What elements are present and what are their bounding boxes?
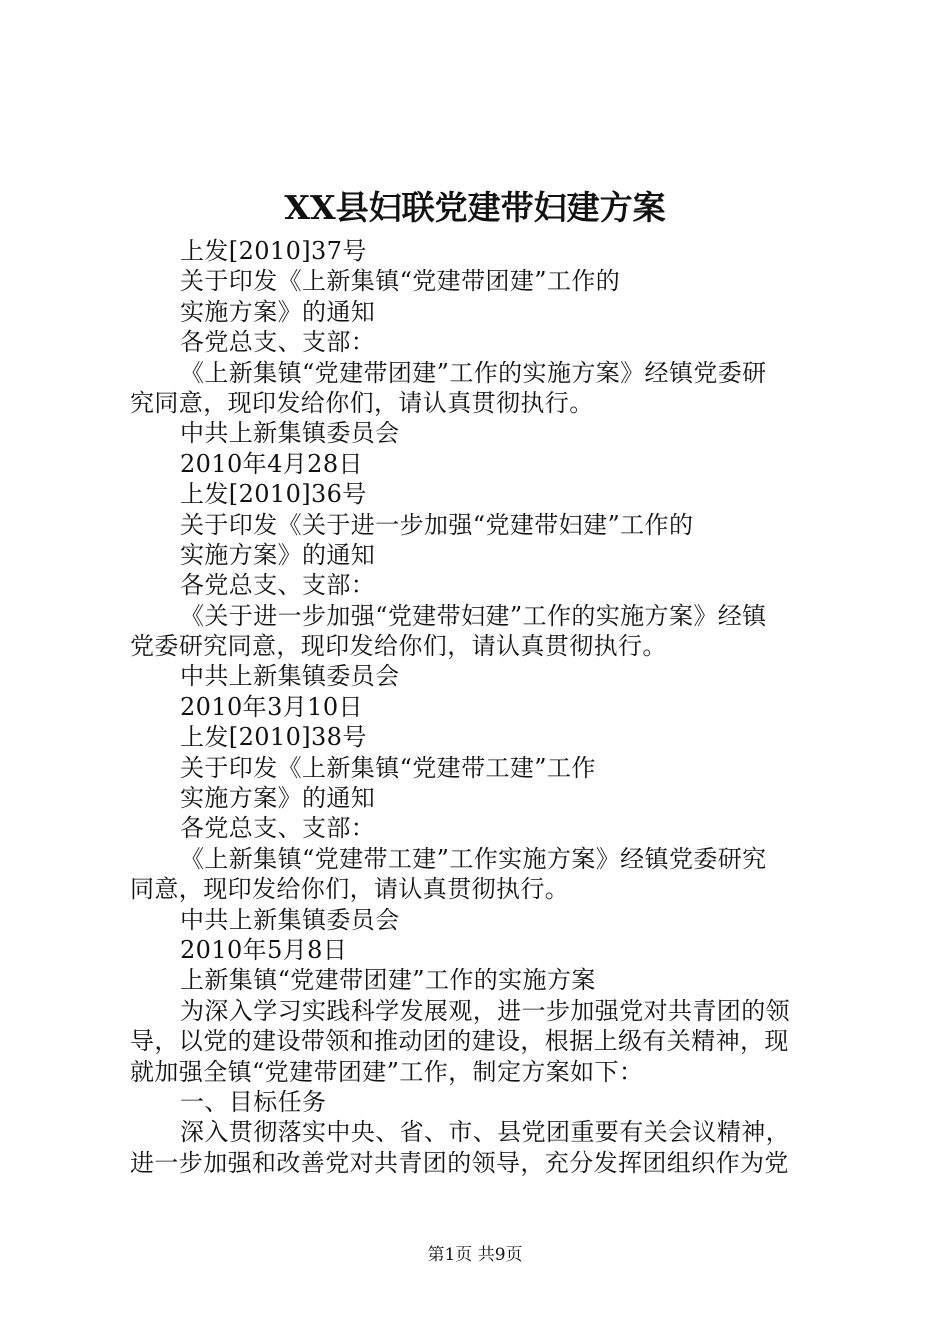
document-body	[130, 236, 830, 1178]
notice-title: 关于印发《上新集镇“党建带团建”工作的	[180, 267, 621, 296]
issuer: 中共上新集镇委员会	[180, 419, 400, 448]
doc-number: 上发[2010]36号	[180, 480, 367, 509]
issue-date: 2010年5月8日	[180, 935, 348, 964]
doc-number: 上发[2010]37号	[180, 237, 367, 265]
section-title: 上新集镇“党建带团建”工作的实施方案	[180, 966, 596, 995]
issue-date: 2010年3月10日	[180, 692, 363, 721]
issuer: 中共上新集镇委员会	[180, 905, 400, 934]
notice-title: 关于印发《关于进一步加强“党建带妇建”工作的	[180, 510, 694, 539]
page-footer: 第1页 共9页	[427, 1245, 523, 1265]
document-title: XX县妇联党建带妇建方案	[284, 188, 666, 227]
issue-date: 2010年4月28日	[180, 449, 363, 478]
paragraph-line: 《上新集镇“党建带团建”工作的实施方案》经镇党委研	[180, 358, 767, 387]
paragraph-line: 《关于进一步加强“党建带妇建”工作的实施方案》经镇	[180, 601, 767, 630]
notice-title: 实施方案》的通知	[180, 540, 376, 569]
notice-title: 实施方案》的通知	[180, 297, 376, 326]
notice-title: 实施方案》的通知	[180, 784, 376, 813]
paragraph-line: 导，以党的建设带领和推动团的建设，根据上级有关精神，现	[130, 1027, 789, 1056]
issuer: 中共上新集镇委员会	[180, 662, 400, 691]
salutation: 各党总支、支部：	[180, 814, 376, 843]
paragraph-line: 同意，现印发给你们，请认真贯彻执行。	[130, 875, 570, 904]
paragraph-line: 深入贯彻落实中央、省、市、县党团重要有关会议精神，	[180, 1118, 790, 1147]
paragraph-line: 就加强全镇“党建带团建”工作，制定方案如下：	[130, 1057, 644, 1086]
paragraph-line: 《上新集镇“党建带工建”工作实施方案》经镇党委研究	[180, 844, 767, 873]
paragraph-line: 党委研究同意，现印发给你们，请认真贯彻执行。	[130, 632, 667, 661]
section-heading: 一、目标任务	[180, 1087, 327, 1116]
salutation: 各党总支、支部：	[180, 571, 376, 600]
paragraph-line: 究同意，现印发给你们，请认真贯彻执行。	[130, 388, 594, 417]
notice-title: 关于印发《上新集镇“党建带工建”工作	[180, 753, 596, 782]
paragraph-line: 为深入学习实践科学发展观，进一步加强党对共青团的领	[180, 996, 790, 1025]
paragraph-line: 进一步加强和改善党对共青团的领导，充分发挥团组织作为党	[130, 1148, 789, 1177]
doc-number: 上发[2010]38号	[180, 723, 367, 752]
salutation: 各党总支、支部：	[180, 328, 376, 357]
